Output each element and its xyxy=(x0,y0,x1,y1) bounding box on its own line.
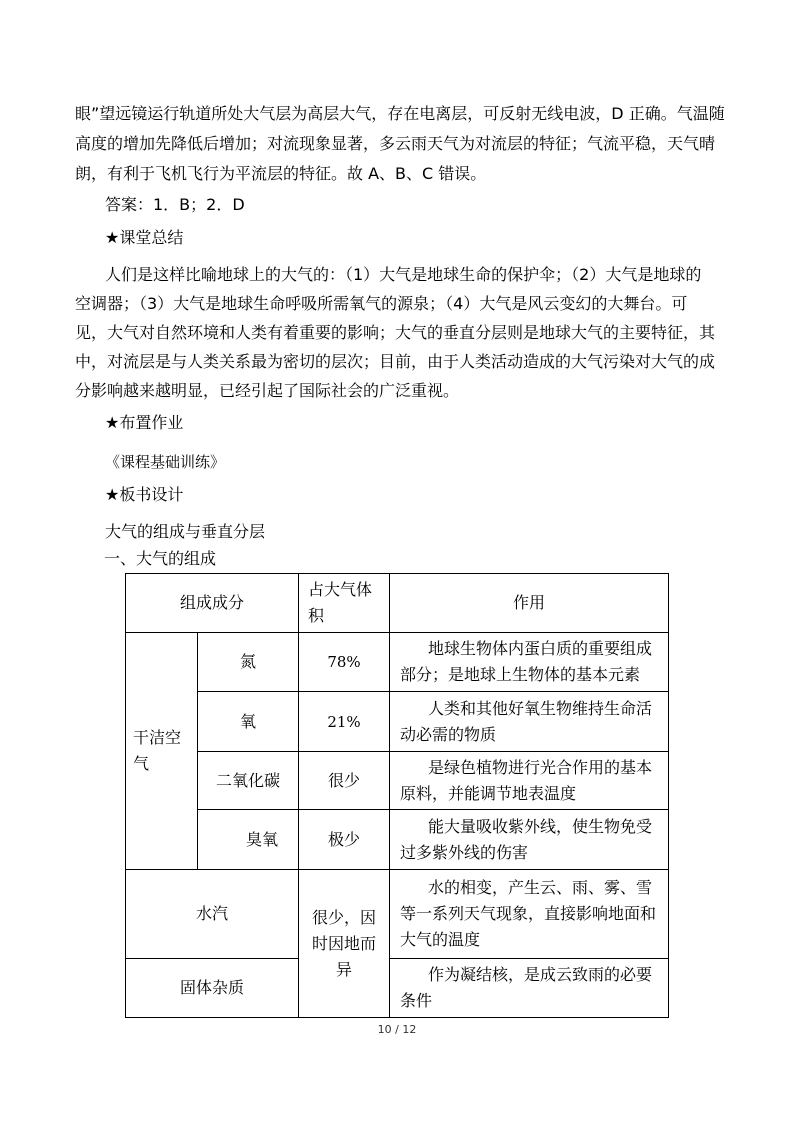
table-row xyxy=(126,959,669,1018)
role-text: 作为凝结核，是成云致雨的必要条件 xyxy=(390,959,669,1018)
role-text: 地球生物体内蛋白质的重要组成部分；是地球上生物体的基本元素 xyxy=(390,633,669,692)
homework-item: 《课程基础训练》 xyxy=(105,453,226,471)
role-text: 能大量吸收紫外线，使生物免受过多紫外线的伤害 xyxy=(390,810,669,870)
component-name: 氮 xyxy=(198,633,299,692)
role-text: 是绿色植物进行光合作用的基本原料，并能调节地表温度 xyxy=(390,752,669,810)
composition-table xyxy=(125,573,669,1018)
board-heading: ★板书设计 xyxy=(105,485,184,504)
homework-heading: ★布置作业 xyxy=(105,413,184,432)
page-number: 10 / 12 xyxy=(377,1023,417,1036)
dry-air-label: 干洁空气 xyxy=(126,633,198,870)
table-header-row xyxy=(126,574,669,633)
volume-value: 很少，因时因地而异 xyxy=(299,870,390,1018)
component-name: 氧 xyxy=(198,692,299,752)
volume-value: 极少 xyxy=(299,810,390,870)
paragraph-line: 分影响越来越明显，已经引起了国际社会的广泛重视。 xyxy=(75,381,460,400)
volume-value: 21% xyxy=(299,692,390,752)
header-volume: 占大气体积 xyxy=(299,574,390,633)
role-text: 水的相变，产生云、雨、雾、雪等一系列天气现象，直接影响地面和大气的温度 xyxy=(390,870,669,959)
table-row xyxy=(126,633,669,692)
header-role: 作用 xyxy=(390,574,669,633)
paragraph-line: 空调器；（3）大气是地球生命呼吸所需氧气的源泉；（4）大气是风云变幻的大舞台。可 xyxy=(75,294,688,313)
board-title: 大气的组成与垂直分层 xyxy=(105,522,266,541)
summary-heading: ★课堂总结 xyxy=(105,228,184,247)
paragraph-line: 见，大气对自然环境和人类有着重要的影响；大气的垂直分层则是地球大气的主要特征，其 xyxy=(75,323,716,342)
paragraph-line: 朗，有利于飞机飞行为平流层的特征。故 A、B、C 错误。 xyxy=(75,164,487,183)
paragraph-line: 眼”望远镜运行轨道所处大气层为高层大气，存在电离层，可反射无线电波，D 正确。气温随 xyxy=(75,104,725,123)
component-name: 臭氧 xyxy=(198,810,299,870)
component-name: 二氧化碳 xyxy=(198,752,299,810)
table-row xyxy=(126,810,669,870)
answer-line: 答案：1．B；2．D xyxy=(105,195,245,214)
role-text: 人类和其他好氧生物维持生命活动必需的物质 xyxy=(390,692,669,752)
table-row xyxy=(126,870,669,959)
component-name: 水汽 xyxy=(126,870,299,959)
volume-value: 很少 xyxy=(299,752,390,810)
table-row xyxy=(126,692,669,752)
paragraph-line: 人们是这样比喻地球上的大气的：（1）大气是地球生命的保护伞；（2）大气是地球的 xyxy=(105,265,702,284)
component-name: 固体杂质 xyxy=(126,959,299,1018)
section-one-title: 一、大气的组成 xyxy=(104,549,217,568)
paragraph-line: 中，对流层是与人类关系最为密切的层次；目前，由于人类活动造成的大气污染对大气的成 xyxy=(75,352,716,371)
table-row xyxy=(126,752,669,810)
header-component: 组成成分 xyxy=(126,574,299,633)
paragraph-line: 高度的增加先降低后增加；对流现象显著，多云雨天气为对流层的特征；气流平稳，天气晴 xyxy=(75,134,716,153)
volume-value: 78% xyxy=(299,633,390,692)
